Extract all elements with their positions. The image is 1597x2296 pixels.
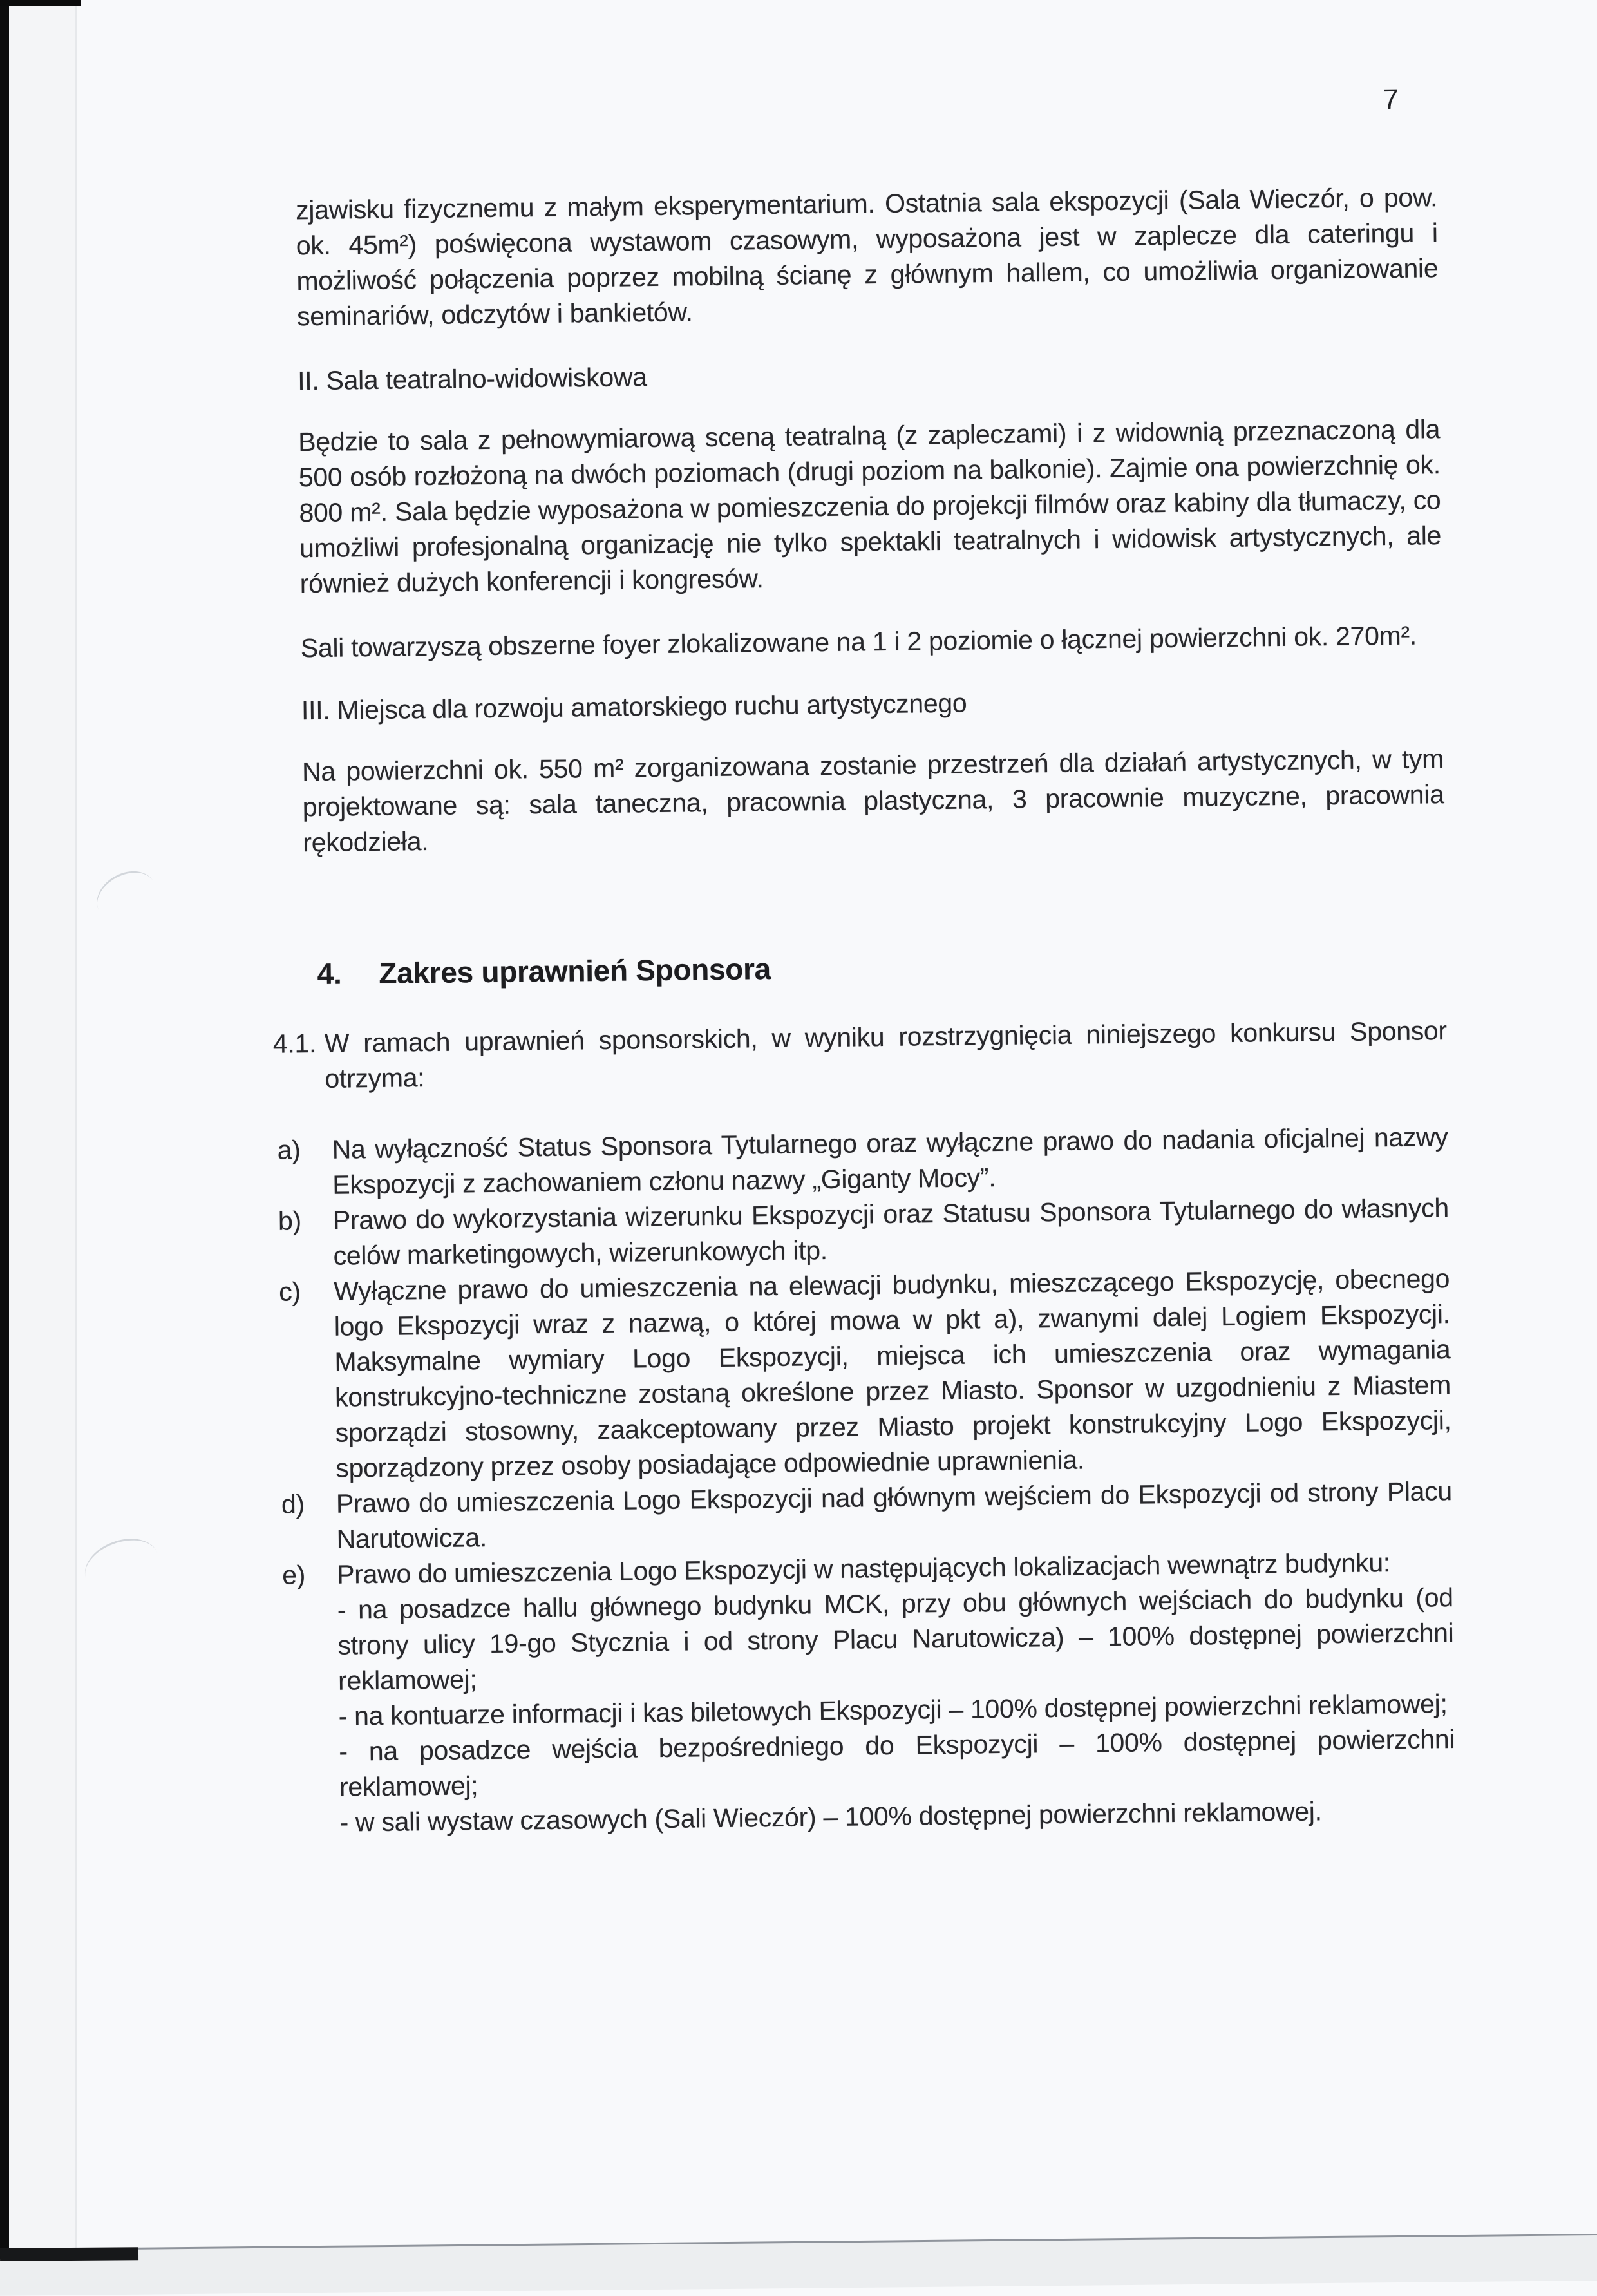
chapter-number: 4. [317, 956, 342, 991]
clause-4-1-text: W ramach uprawnień sponsorskich, w wyniku rozstrzygnięcia niniejszego konkursu Sponsor otrzyma: [324, 1016, 1447, 1094]
clause-4-1-number: 4.1. [272, 1029, 317, 1059]
list-item-d [281, 1474, 1453, 1557]
locations-sublist [337, 1580, 1456, 1841]
list-item-d-label: d) [281, 1489, 305, 1519]
list-item-b [278, 1190, 1450, 1274]
list-item-c [278, 1261, 1452, 1486]
list-item-a-text: Na wyłączność Status Sponsora Tytularnego oraz wyłączne prawo do nadania oficjalnej nazwy Ekspozycji z zachowaniem członu nazwy „Giganty Mocy”. [332, 1122, 1448, 1200]
heading-section-3: III. Miejsca dla rozwoju amatorskiego ruchu artystycznego [301, 688, 967, 726]
list-item-e-text: Prawo do umieszczenia Logo Ekspozycji w następujących lokalizacjach wewnątrz budynku: [336, 1548, 1391, 1589]
list-item-c-text: Wyłączne prawo do umieszczenia na elewacji budynku, mieszczącego Ekspozycję, obecnego logo Ekspozycji wraz z nazwą, o której mowa w pkt a), zwanymi dalej Logiem Ekspozycji. Maksymalne wymiary Logo Ekspozycji, miejsca ich umieszczenia oraz wymagania konstrukcyjno-techniczne zostaną określone przez Miasto. Sponsor w uzgodnieniu z Miastem sporządzi stosowny, zaakceptowany przez Miasto projekt konstrukcyjny Logo Ekspozycji, sporządzony przez osoby posiadające odpowiednie uprawnienia. [333, 1264, 1451, 1483]
page-number: 7 [1383, 83, 1399, 116]
list-item-d-text: Prawo do umieszczenia Logo Ekspozycji nad głównym wejściem do Ekspozycji od strony Placu Narutowicza. [335, 1476, 1453, 1554]
list-item-a [277, 1119, 1448, 1203]
list-item-a-label: a) [277, 1135, 301, 1165]
paragraph-intro: zjawisku fizycznemu z małym eksperymentarium. Ostatnia sala ekspozycji (Sala Wieczór, o pow. ok. 45m²) poświęcona wystawom czasowym, wyposażona jest w zaplecze dla cateringu i możliwość połączenia poprzez mobilną ścianę z głównym hallem, co umożliwia organizowanie seminariów, odczytów i bankietów. [295, 182, 1439, 332]
list-item-c-label: c) [278, 1276, 301, 1307]
sublist-item-3: - na posadzce wejścia bezpośredniego do Ekspozycji – 100% dostępnej powierzchni reklamowej; [339, 1724, 1455, 1802]
list-item-b-label: b) [278, 1206, 302, 1236]
rights-list [277, 1119, 1455, 1841]
heading-section-2: II. Sala teatralno-widowiskowa [297, 362, 647, 396]
sublist-item-2: - na kontuarze informacji i kas biletowych Ekspozycji – 100% dostępnej powierzchni reklamowej; [338, 1689, 1448, 1731]
paragraph-foyer: Sali towarzyszą obszerne foyer zlokalizowane na 1 i 2 poziomie o łącznej powierzchni ok. 270m². [300, 620, 1417, 663]
chapter-title: Zakres uprawnień Sponsora [379, 952, 771, 990]
list-item-b-text: Prawo do wykorzystania wizerunku Ekspozycji oraz Statusu Sponsora Tytularnego do własnych celów marketingowych, wizerunkowych itp. [332, 1193, 1450, 1271]
clause-4-1 [272, 1013, 1448, 1097]
sublist-item-1: - na posadzce hallu głównego budynku MCK, przy obu głównych wejściach do budynku (od strony ulicy 19-go Stycznia i od strony Placu Narutowicza) – 100% dostępnej powierzchni reklamowej; [337, 1582, 1454, 1696]
scanner-top-left-black-corner [0, 0, 81, 6]
sublist-item-4: - w sali wystaw czasowych (Sali Wieczór) – 100% dostępnej powierzchni reklamowej. [339, 1796, 1322, 1837]
text-column [272, 0, 1455, 1841]
chapter-heading [317, 941, 1446, 994]
paragraph-theatre-hall: Będzie to sala z pełnowymiarową sceną teatralną (z zapleczami) i z widownią przeznaczoną dla 500 osób rozłożoną na dwóch poziomach (drugi poziom na balkonie). Zajmie ona powierzchnię ok. 800 m². Sala będzie wyposażona w pomieszczenia do projekcji filmów oraz kabiny dla tłumaczy, co umożliwi profesjonalną organizację nie tylko spektakli teatralnych i widowisk artystycznych, ale również dużych konferencji i kongresów. [298, 414, 1442, 599]
scanner-left-black-bar [0, 0, 9, 2259]
paragraph-workshops: Na powierzchni ok. 550 m² zorganizowana zostanie przestrzeń dla działań artystycznych, w tym projektowane są: sala taneczna, pracownia plastyczna, 3 pracownie muzyczne, pracownia rękodzieła. [301, 744, 1444, 858]
list-item-e-label: e) [281, 1560, 306, 1590]
